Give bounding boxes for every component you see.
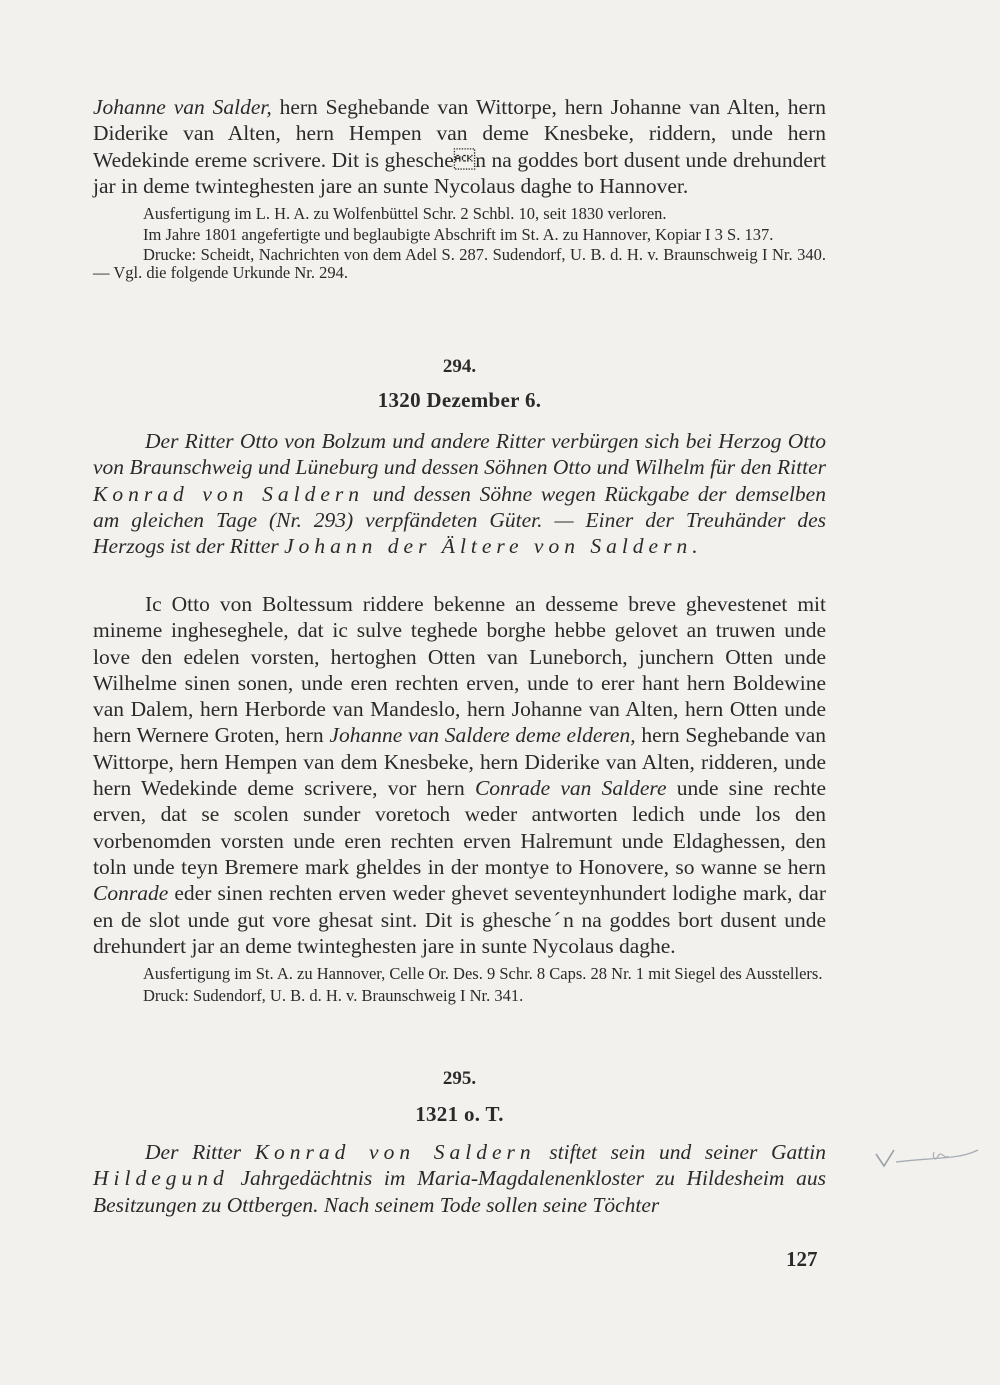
- italic-name: Johanne van Salder,: [93, 95, 272, 119]
- print-note: Druck: Sudendorf, U. B. d. H. v. Braunschweig I Nr. 341.: [143, 985, 524, 1005]
- spaced-name: Konrad von Saldern: [93, 481, 364, 506]
- charter-segment: hern Seghebande van Wittorpe, hern Hempen van dem Knesbeke, hern Diderike van Alten, ridderen, unde hern Wedekinde deme scrivere, vor hern: [93, 723, 827, 801]
- pencil-checkmark-icon: [872, 1142, 982, 1172]
- summary-text: Der Ritter Otto von Bolzum und andere Ritter verbürgen sich bei Herzog Otto von Braunschweig und Lüneburg und dessen Söhnen Otto und Wilhelm für den Ritter: [93, 429, 826, 480]
- page-number: 127: [786, 1247, 818, 1271]
- document-summary-294: [93, 428, 826, 559]
- summary-text: Der Ritter: [145, 1140, 255, 1164]
- source-note: Ausfertigung im L. H. A. zu Wolfenbüttel Schr. 2 Schbl. 10, seit 1830 verloren.: [143, 204, 667, 224]
- summary-text: Jahrgedächtnis im Maria-Magdalenenkloster zu Hildesheim aus Besitzungen zu Ottbergen. Nach seinem Tode sollen seine Töchter: [93, 1166, 826, 1217]
- summary-text: und dessen Söhne wegen Rückgabe der demselben am gleichen Tage (Nr. 293) verpfändeten Güter. — Einer der Treuhänder des Herzogs ist der Ritter: [93, 481, 826, 559]
- document-text-294: [93, 591, 826, 1004]
- document-header-295: [93, 1068, 826, 1127]
- continuation-paragraph: [93, 94, 826, 199]
- charter-segment: unde sine rechte erven, dat se scolen sunder voretoch weder antworten ledich unde los den vorbenomden vorsten unde eren rechten erven Halremunt unde Eldaghessen, den toln unde teyn Bremere mark gheldes in der montye to Honovere, so wanne se hern: [93, 776, 826, 879]
- print-note: Drucke: Scheidt, Nachrichten von dem Adel S. 287. Sudendorf, U. B. d. H. v. Braunschweig I Nr. 340. — Vgl. die folgende Urkunde Nr. 294.: [93, 245, 826, 282]
- document-number: 295.: [442, 1068, 477, 1089]
- charter-segment: Ic Otto von Boltessum riddere bekenne an desseme breve ghevestenet mit mineme ingheseghele, dat ic sulve teghede borghe hebbe gelovet an truwen unde love den edelen vorsten, hertoghen Otten van Luneborch, junchern Otten unde Wilhelme sinen sonen, unde eren rechten erven, unde to erer hant hern Boldewine van Dalem, hern Herborde van Mandeslo, hern Johanne van Alten, hern Otten unde hern Wernere Groten, hern: [93, 592, 826, 748]
- document-date: 1321 o. T.: [415, 1102, 504, 1126]
- document-header-294: [93, 356, 826, 413]
- regest-summary: [93, 428, 826, 559]
- charter-text: [93, 591, 826, 959]
- spaced-name: Johann der Ältere von Saldern.: [284, 534, 703, 559]
- spaced-name: Hildegund: [93, 1166, 229, 1191]
- document-number: 294.: [442, 356, 477, 377]
- source-note: Im Jahre 1801 angefertigte und beglaubigte Abschrift im St. A. zu Hannover, Kopiar I 3 S. 137.: [143, 224, 774, 244]
- charter-segment: eder sinen rechten erven weder ghevet seventeynhundert lodighe mark, dar en de slot unde gut vore ghesat sint. Dit is ghescheˊn na goddes bort dusent unde drehundert jar an deme twinteghesten jare in sunte Nycolaus daghe.: [93, 881, 826, 958]
- italic-name: Conrade van Saldere: [474, 776, 667, 801]
- italic-name: Johanne van Saldere deme elderen,: [329, 723, 636, 748]
- regest-summary: [93, 1139, 826, 1218]
- source-note: Ausfertigung im St. A. zu Hannover, Celle Or. Des. 9 Schr. 8 Caps. 28 Nr. 1 mit Siegel des Ausstellers.: [143, 964, 823, 984]
- continuation-section: [93, 94, 826, 281]
- spaced-name: Konrad von Saldern: [254, 1140, 536, 1164]
- paragraph-text: hern Seghebande van Wittorpe, hern Johanne van Alten, hern Diderike van Alten, hern Hempen van deme Knesbeke, riddern, unde hern Wedekinde ereme scrivere. Dit is gheschen na goddes bort dusent unde drehundert jar in deme twinteghesten jare an sunte Nycolaus daghe to Hannover.: [93, 95, 826, 198]
- document-date: 1320 Dezember 6.: [377, 388, 542, 412]
- document-summary-295: [93, 1139, 826, 1218]
- italic-name: Conrade: [93, 881, 169, 906]
- summary-text: stiftet sein und seiner Gattin: [535, 1140, 826, 1164]
